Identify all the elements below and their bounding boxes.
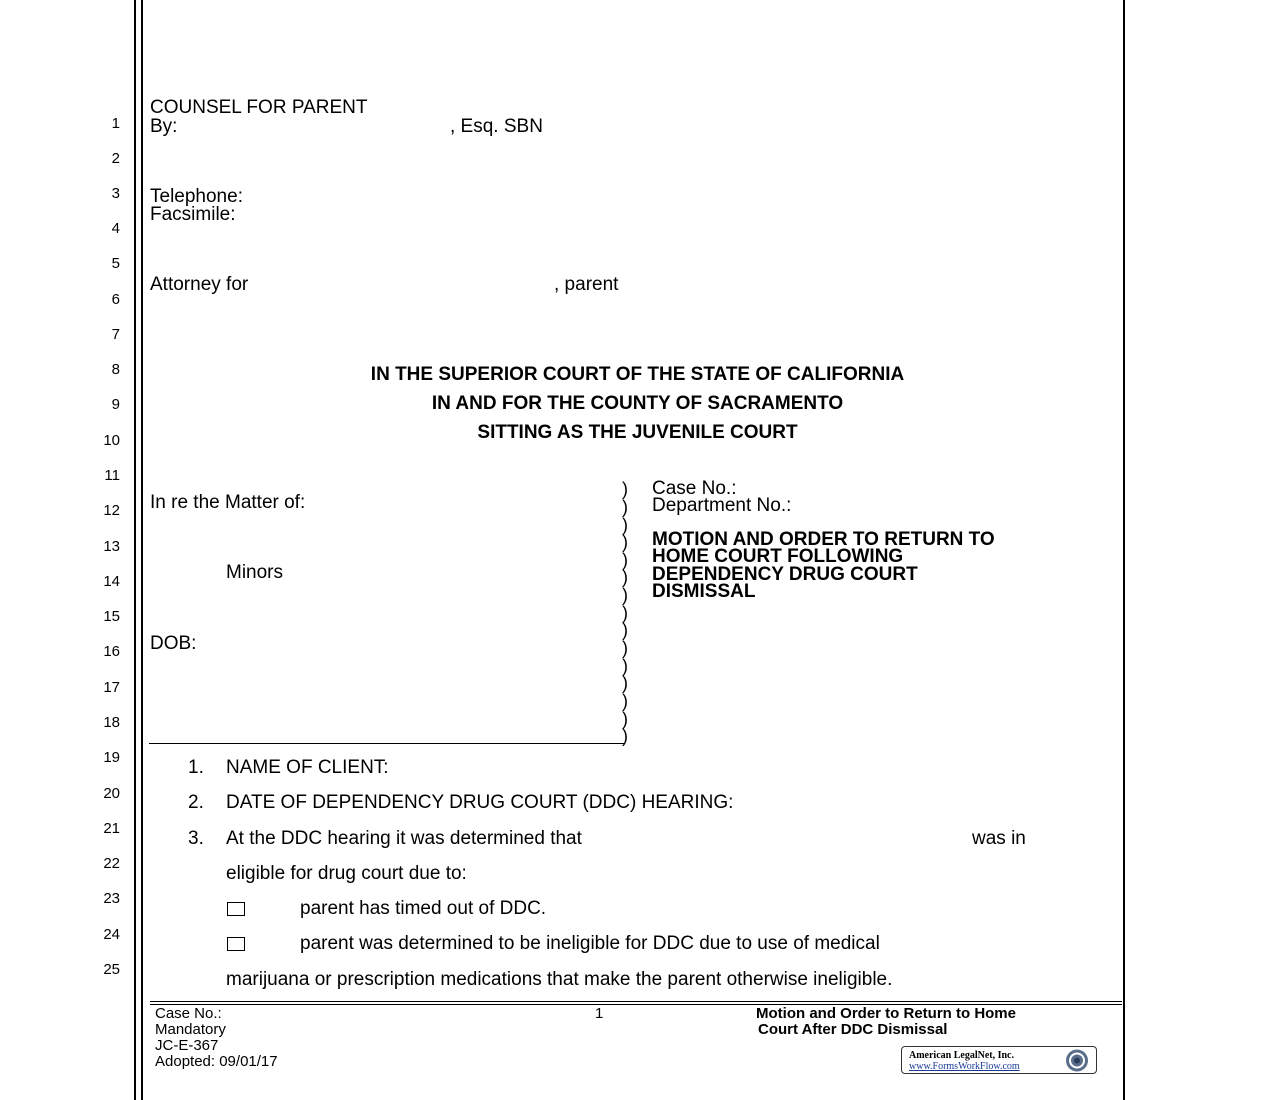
case-number-label: Case No.: — [652, 478, 737, 499]
line-number: 7 — [111, 326, 120, 343]
motion-title-line: HOME COURT FOLLOWING — [652, 546, 904, 567]
item-2-number: 2. — [188, 792, 204, 813]
paren: ) — [622, 603, 628, 623]
ineligible-medication-checkbox[interactable] — [227, 937, 245, 951]
line-number: 10 — [103, 432, 120, 449]
footer-title-line-1: Motion and Order to Return to Home — [756, 1005, 1016, 1022]
line-number: 1 — [111, 115, 120, 132]
motion-title-line: DISMISSAL — [652, 581, 756, 602]
paren: ) — [622, 567, 628, 587]
line-number: 15 — [103, 608, 120, 625]
right-margin-rule — [1123, 0, 1125, 1100]
timed-out-checkbox[interactable] — [227, 902, 245, 916]
attorney-for-label: Attorney for — [150, 274, 249, 295]
paren: ) — [622, 638, 628, 658]
line-number: 22 — [103, 855, 120, 872]
line-number: 16 — [103, 643, 120, 660]
paren: ) — [622, 585, 628, 605]
line-number: 13 — [103, 538, 120, 555]
line-number: 12 — [103, 502, 120, 519]
footer-case-number: Case No.: — [155, 1005, 222, 1022]
footer-adopted-date: Adopted: 09/01/17 — [155, 1053, 278, 1070]
item-3-continuation: eligible for drug court due to: — [226, 863, 467, 884]
ineligible-option-continuation: marijuana or prescription medications that make the parent otherwise ineligible. — [226, 969, 893, 990]
facsimile-label: Facsimile: — [150, 204, 236, 225]
paren: ) — [622, 515, 628, 535]
footer-form-number: JC-E-367 — [155, 1037, 219, 1054]
item-3-number: 3. — [188, 828, 204, 849]
item-2-text: DATE OF DEPENDENCY DRUG COURT (DDC) HEARING: — [226, 792, 734, 813]
line-number: 21 — [103, 820, 120, 837]
paren: ) — [622, 550, 628, 570]
by-label: By: — [150, 116, 178, 137]
paren: ) — [622, 479, 628, 499]
court-title-line-2: IN AND FOR THE COUNTY OF SACRAMENTO — [431, 393, 844, 414]
line-number: 18 — [103, 714, 120, 731]
court-title-line-1: IN THE SUPERIOR COURT OF THE STATE OF CALIFORNIA — [370, 364, 905, 385]
line-number: 17 — [103, 679, 120, 696]
left-margin-rule-inner — [141, 0, 143, 1100]
line-number: 11 — [104, 467, 120, 484]
timed-out-option-text: parent has timed out of DDC. — [300, 898, 547, 919]
globe-icon — [1060, 1048, 1094, 1073]
court-title-line-3: SITTING AS THE JUVENILE COURT — [477, 422, 798, 443]
item-1-number: 1. — [188, 757, 204, 778]
line-number: 5 — [111, 255, 120, 272]
line-number: 19 — [103, 749, 120, 766]
logo-company-name: American LegalNet, Inc. — [909, 1050, 1014, 1061]
paren: ) — [622, 691, 628, 711]
paren: ) — [622, 709, 628, 729]
line-number: 8 — [111, 361, 120, 378]
parent-label: , parent — [554, 274, 619, 295]
paren: ) — [622, 620, 628, 640]
department-number-label: Department No.: — [652, 495, 792, 516]
telephone-label: Telephone: — [150, 186, 243, 207]
footer-title-line-2: Court After DDC Dismissal — [758, 1021, 948, 1038]
motion-title-line: MOTION AND ORDER TO RETURN TO — [652, 529, 995, 550]
ineligible-option-text: parent was determined to be ineligible for DDC due to use of medical — [300, 933, 880, 954]
line-number: 25 — [103, 961, 120, 978]
caption-underline — [149, 743, 624, 744]
line-number: 3 — [111, 185, 120, 202]
line-number: 24 — [103, 926, 120, 943]
footer-rule-top — [150, 1001, 1122, 1002]
motion-title-line: DEPENDENCY DRUG COURT — [652, 564, 918, 585]
logo-url: www.FormsWorkFlow.com — [909, 1061, 1020, 1072]
line-number: 23 — [103, 890, 120, 907]
item-3-text: At the DDC hearing it was determined that — [226, 828, 582, 849]
left-margin-rule-outer — [134, 0, 136, 1100]
item-3-was-in: was in — [972, 828, 1026, 849]
paren: ) — [622, 673, 628, 693]
line-number: 6 — [111, 291, 120, 308]
paren: ) — [622, 497, 628, 517]
line-number: 14 — [103, 573, 120, 590]
line-number: 9 — [111, 396, 120, 413]
paren: ) — [622, 726, 628, 746]
dob-label: DOB: — [150, 633, 197, 654]
item-1-text: NAME OF CLIENT: — [226, 757, 389, 778]
footer-mandatory: Mandatory — [155, 1021, 226, 1038]
counsel-heading: COUNSEL FOR PARENT — [150, 97, 368, 118]
footer-page-number: 1 — [595, 1005, 604, 1022]
line-number: 2 — [111, 150, 120, 167]
line-number: 20 — [103, 785, 120, 802]
minors-label: Minors — [226, 562, 284, 583]
line-number: 4 — [111, 220, 120, 237]
american-legalnet-logo[interactable] — [901, 1046, 1097, 1074]
paren: ) — [622, 656, 628, 676]
paren: ) — [622, 532, 628, 552]
matter-label: In re the Matter of: — [150, 492, 306, 513]
esq-sbn-label: , Esq. SBN — [450, 116, 543, 137]
